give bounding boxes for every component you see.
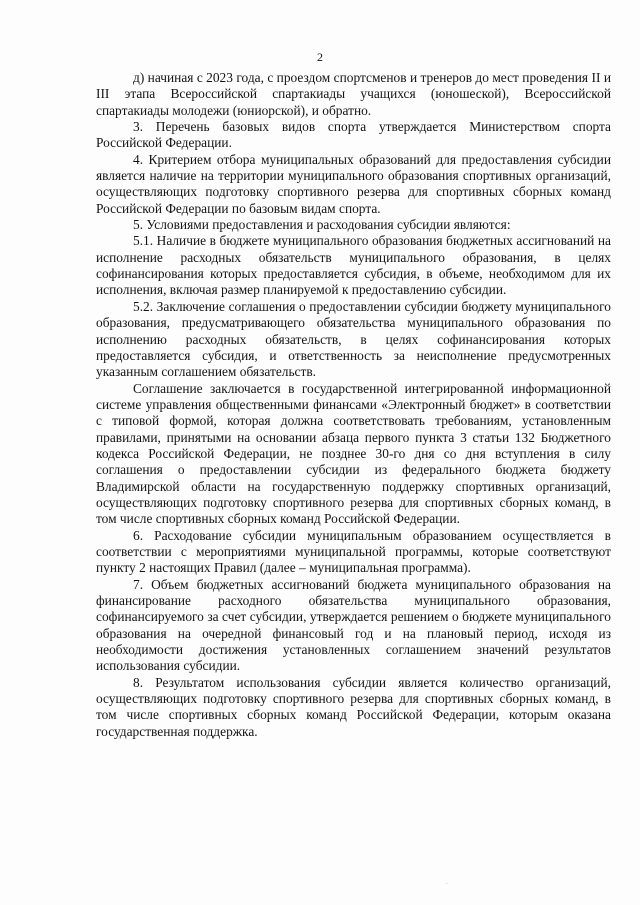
paragraph-5: 5. Условиями предоставления и расходования субсидии являются: <box>133 217 511 233</box>
paragraph-agreement: Соглашение заключается в государственной интегрированной информационной системе управления общественными финансами «Электронный бюджет» в соответствии с типовой формой, которая должна соответствовать требованиям, установленным правилами, принятыми на основании абзаца первого пункта 3 статьи 132 Бюджетного кодекса Российской Федерации, не позднее 30-го дня со дня вступления в силу соглашения о предоставлении субсидии из федерального бюджета бюджету Владимирской области на государственную поддержку спортивных организаций, осуществляющих подготовку спортивного резерва для спортивных сборных команд, в том числе спортивных сборных команд Российской Федерации. <box>96 380 611 527</box>
scan-speck: . <box>446 878 448 886</box>
page-number: 2 <box>317 50 323 64</box>
paragraph-7: 7. Объем бюджетных ассигнований бюджета муниципального образования на финансирование расходного обязательства муниципального образования, софинансируемого за счет субсидии, утверждается решением о бюджете муниципального образования на очередной финансовый год и на плановый период, исходя из необходимости достижения установленных соглашением значений результатов использования субсидии. <box>96 576 611 674</box>
paragraph-item-d: д) начиная с 2023 года, с проездом спортсменов и тренеров до мест проведения II и III этапа Всероссийской спартакиады учащихся (юношеской), Всероссийской спартакиады молодежи (юниорской), и обратно. <box>96 70 611 118</box>
paragraph-5-1: 5.1. Наличие в бюджете муниципального образования бюджетных ассигнований на исполнение расходных обязательств муниципального образования, в целях софинансирования которых предоставляется субсидия, в объеме, необходимом для их исполнения, включая размер планируемой к предоставлению субсидии. <box>96 233 611 298</box>
document-body <box>96 70 611 740</box>
paragraph-8: 8. Результатом использования субсидии является количество организаций, осуществляющих подготовку спортивного резерва для спортивных сборных команд, в том числе спортивных сборных команд Российской Федерации, которым оказана государственная поддержка. <box>96 674 611 739</box>
paragraph-4: 4. Критерием отбора муниципальных образований для предоставления субсидии является наличие на территории муниципального образования спортивных организаций, осуществляющих подготовку спортивного резерва для спортивных сборных команд Российской Федерации по базовым видам спорта. <box>96 151 611 216</box>
paragraph-6: 6. Расходование субсидии муниципальным образованием осуществляется в соответствии с мероприятиями муниципальной программы, которые соответствуют пункту 2 настоящих Правил (далее – муниципальная программа). <box>96 527 611 576</box>
paragraph-5-2: 5.2. Заключение соглашения о предоставлении субсидии бюджету муниципального образования, предусматривающего обязательства муниципального образования по исполнению расходных обязательств, в целях софинансирования которых предоставляется субсидия, и ответственность за неисполнение предусмотренных указанным соглашением обязательств. <box>96 298 611 380</box>
paragraph-3: 3. Перечень базовых видов спорта утверждается Министерством спорта Российской Федерации. <box>96 119 611 151</box>
